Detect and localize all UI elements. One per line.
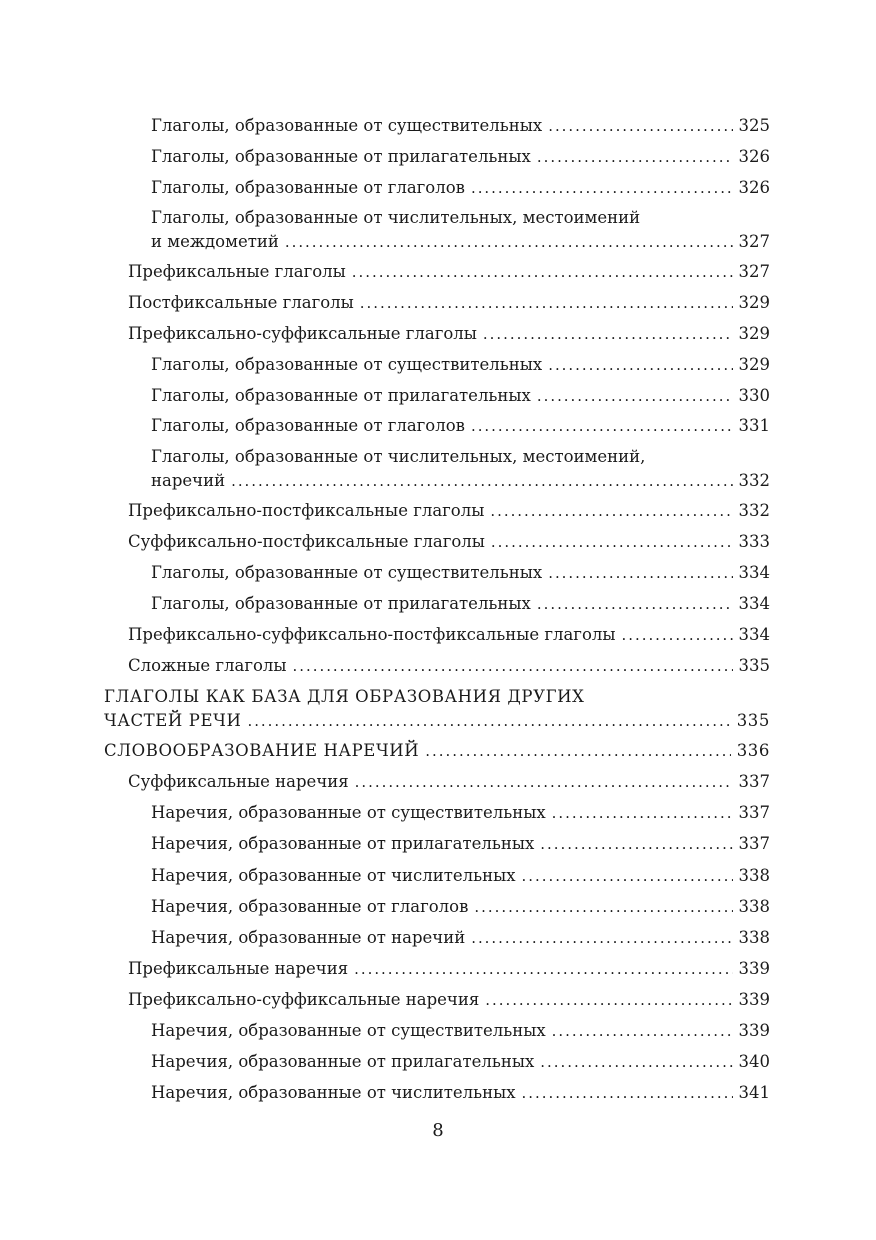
dot-leader: [354, 957, 732, 981]
dot-leader: [352, 260, 733, 284]
entry-title: Суффиксальные наречия: [128, 772, 349, 791]
entry-title: Глаголы, образованные от существительных: [151, 355, 543, 374]
dot-leader: [622, 623, 733, 647]
dot-leader: [490, 499, 732, 523]
dot-leader: [247, 709, 730, 733]
entry-title-line1: Глаголы, образованные от числительных, местоимений: [151, 208, 641, 227]
dot-leader: [485, 988, 732, 1012]
entry-page: 327: [738, 262, 770, 281]
toc-entry[interactable]: [151, 114, 770, 138]
dot-leader: [552, 1019, 733, 1043]
entry-page: 329: [738, 355, 770, 374]
toc-entry[interactable]: [128, 770, 770, 794]
dot-leader: [360, 291, 733, 315]
entry-title: Сложные глаголы: [128, 656, 287, 675]
toc-entry[interactable]: [151, 1081, 770, 1105]
entry-title: Глаголы, образованные от глаголов: [151, 416, 465, 435]
entry-page: 332: [738, 471, 770, 490]
toc-entry[interactable]: [151, 384, 770, 408]
dot-leader: [552, 801, 733, 825]
entry-title: Постфиксальные глаголы: [128, 293, 354, 312]
entry-title: СЛОВООБРАЗОВАНИЕ НАРЕЧИЙ: [104, 741, 420, 760]
entry-page: 341: [738, 1083, 770, 1102]
toc-entry[interactable]: [128, 654, 770, 678]
entry-title: Префиксальные глаголы: [128, 262, 346, 281]
entry-page: 333: [738, 532, 770, 551]
entry-title: Глаголы, образованные от прилагательных: [151, 386, 531, 405]
toc-entry[interactable]: [151, 353, 770, 377]
entry-title: Глаголы, образованные от прилагательных: [151, 594, 531, 613]
entry-page: 339: [738, 1021, 770, 1040]
entry-page: 338: [738, 897, 770, 916]
dot-leader: [231, 469, 732, 493]
entry-title: Наречия, образованные от прилагательных: [151, 834, 535, 853]
entry-title: Глаголы, образованные от существительных: [151, 563, 543, 582]
toc-entry[interactable]: [128, 988, 770, 1012]
dot-leader: [537, 592, 733, 616]
toc-entry[interactable]: [151, 592, 770, 616]
entry-title: Суффиксально-постфиксальные глаголы: [128, 532, 485, 551]
entry-title: Наречия, образованные от прилагательных: [151, 1052, 535, 1071]
entry-title-line2: ЧАСТЕЙ РЕЧИ: [104, 711, 242, 730]
dot-leader: [548, 114, 732, 138]
entry-title: Наречия, образованные от числительных: [151, 866, 516, 885]
dot-leader: [548, 561, 732, 585]
entry-page: 325: [738, 116, 770, 135]
entry-title: Наречия, образованные от числительных: [151, 1083, 516, 1102]
dot-leader: [491, 530, 733, 554]
dot-leader: [285, 230, 733, 254]
entry-title-line2: и междометий: [151, 232, 279, 251]
dot-leader: [471, 926, 732, 950]
dot-leader: [471, 414, 733, 438]
toc-entry[interactable]: [151, 561, 770, 585]
toc-entry[interactable]: [151, 864, 770, 888]
entry-page: 330: [738, 386, 770, 405]
toc-entry[interactable]: [151, 895, 770, 919]
toc-entry[interactable]: [128, 530, 770, 554]
toc-entry[interactable]: [151, 145, 770, 169]
entry-page: 331: [738, 416, 770, 435]
dot-leader: [425, 739, 730, 763]
entry-title: Глаголы, образованные от глаголов: [151, 178, 465, 197]
entry-page: 338: [738, 866, 770, 885]
entry-page: 334: [738, 594, 770, 613]
entry-title: Наречия, образованные от глаголов: [151, 897, 469, 916]
toc-entry[interactable]: [128, 291, 770, 315]
entry-page: 335: [736, 711, 770, 730]
entry-page: 327: [738, 232, 770, 251]
dot-leader: [537, 145, 733, 169]
entry-title: Наречия, образованные от существительных: [151, 1021, 546, 1040]
toc-entry[interactable]: [151, 414, 770, 438]
toc-entry[interactable]: [104, 739, 770, 763]
toc-entry[interactable]: [151, 1019, 770, 1043]
dot-leader: [548, 353, 732, 377]
dot-leader: [522, 864, 733, 888]
toc-entry[interactable]: [128, 322, 770, 346]
toc-entry[interactable]: [151, 926, 770, 950]
toc-entry[interactable]: [104, 685, 770, 733]
toc-entry[interactable]: [151, 176, 770, 200]
entry-page: 329: [738, 293, 770, 312]
entry-page: 337: [738, 772, 770, 791]
entry-page: 339: [738, 990, 770, 1009]
dot-leader: [540, 1050, 732, 1074]
entry-title-line1: Глаголы, образованные от числительных, местоимений,: [151, 447, 646, 466]
toc-entry[interactable]: [128, 623, 770, 647]
entry-title: Префиксально-суффиксальные глаголы: [128, 324, 477, 343]
dot-leader: [522, 1081, 733, 1105]
entry-page: 334: [738, 563, 770, 582]
entry-page: 337: [738, 834, 770, 853]
toc-entry[interactable]: [128, 499, 770, 523]
toc-entry[interactable]: [151, 1050, 770, 1074]
entry-page: 326: [738, 178, 770, 197]
page-number: 8: [432, 1120, 444, 1141]
entry-title: Наречия, образованные от существительных: [151, 803, 546, 822]
dot-leader: [537, 384, 733, 408]
entry-page: 338: [738, 928, 770, 947]
entry-page: 332: [738, 501, 770, 520]
entry-page: 337: [738, 803, 770, 822]
dot-leader: [483, 322, 733, 346]
entry-page: 339: [738, 959, 770, 978]
entry-page: 334: [738, 625, 770, 644]
entry-page: 336: [736, 741, 770, 760]
dot-leader: [293, 654, 733, 678]
entry-title: Глаголы, образованные от существительных: [151, 116, 543, 135]
entry-title: Глаголы, образованные от прилагательных: [151, 147, 531, 166]
toc-entry[interactable]: [128, 260, 770, 284]
entry-page: 340: [738, 1052, 770, 1071]
entry-page: 329: [738, 324, 770, 343]
entry-title: Префиксально-постфиксальные глаголы: [128, 501, 485, 520]
entry-title: Префиксальные наречия: [128, 959, 349, 978]
entry-title: Префиксально-суффиксально-постфиксальные глаголы: [128, 625, 616, 644]
dot-leader: [474, 895, 732, 919]
entry-title-line2: наречий: [151, 471, 226, 490]
toc-entry[interactable]: [151, 445, 770, 493]
toc-entry[interactable]: [128, 957, 770, 981]
entry-page: 326: [738, 147, 770, 166]
toc-entry[interactable]: [151, 801, 770, 825]
entry-page: 335: [738, 656, 770, 675]
dot-leader: [471, 176, 733, 200]
toc-entry[interactable]: [151, 206, 770, 254]
dot-leader: [540, 832, 732, 856]
dot-leader: [355, 770, 733, 794]
entry-title: Префиксально-суффиксальные наречия: [128, 990, 480, 1009]
entry-title-line1: ГЛАГОЛЫ КАК БАЗА ДЛЯ ОБРАЗОВАНИЯ ДРУГИХ: [104, 687, 585, 706]
entry-title: Наречия, образованные от наречий: [151, 928, 466, 947]
toc-entry[interactable]: [151, 832, 770, 856]
